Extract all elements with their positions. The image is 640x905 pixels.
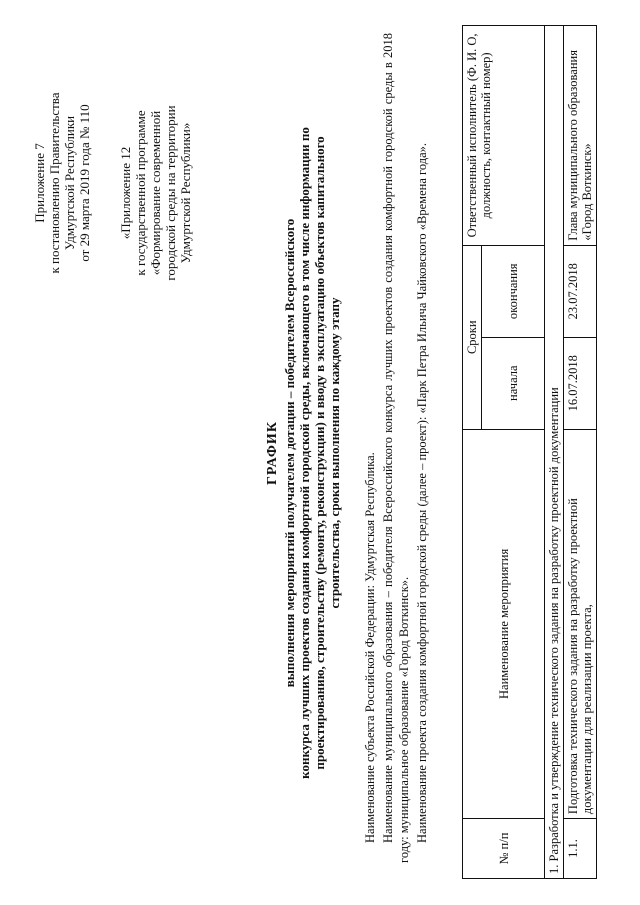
appendix-7-line4: от 29 марта 2019 года № 110 (77, 103, 92, 262)
appendix-12-line3: «Формирование современной (148, 110, 163, 275)
appendix-12-header (118, 43, 193, 343)
header-event: Наименование мероприятия (463, 429, 545, 818)
title-line2: конкурса лучших проектов создания комфортной городской среды, включающего в том числе информации по (297, 126, 312, 779)
document-page (10, 13, 630, 893)
section-row (545, 25, 564, 878)
row-responsible: Глава муниципального образования «Город Воткинск» (564, 25, 597, 245)
row-event: Подготовка технического задания на разработку проектной документации для реализации проекта, (564, 429, 597, 818)
title-line1: выполнения мероприятий получателем дотации – победителем Всероссийского (282, 218, 297, 687)
header-responsible: Ответственный исполнитель (Ф. И. О, должность, контактный номер) (463, 25, 545, 245)
row-end: 23.07.2018 (564, 245, 597, 337)
section-1-title: 1. Разработка и утверждение технического задания на разработку проектной документации (545, 25, 564, 878)
subject-paragraph: Наименование субъекта Российской Федерации: Удмуртская Республика. (363, 451, 377, 843)
appendix-12-line1: «Приложение 12 (118, 146, 133, 239)
appendix-7-line3: Удмуртской Республики (62, 115, 77, 250)
document-title (265, 53, 342, 853)
row-start: 16.07.2018 (564, 337, 597, 429)
schedule-table (462, 25, 597, 879)
title-line4: строительства, сроки выполнения по каждому этапу (327, 297, 342, 608)
appendix-7-line2: к постановлению Правительства (47, 91, 62, 274)
header-start: начала (482, 337, 545, 429)
row-num: 1.1. (564, 818, 597, 878)
appendix-7-line1: Приложение 7 (32, 142, 47, 223)
appendix-12-line5: Удмуртской Республики» (178, 122, 193, 263)
table-row (564, 25, 597, 878)
header-num: № п/п (463, 818, 545, 878)
title-heading: ГРАФИК (265, 420, 280, 485)
header-end: окончания (482, 245, 545, 337)
municipality-paragraph: Наименование муниципального образования – победителя Всероссийского конкурса лучших проектов создания комфортной городской среды в 2018 году: муниципальное образование «Город Воткинск». (381, 32, 411, 863)
header-terms: Сроки (463, 245, 482, 429)
table-header-row (463, 25, 482, 878)
appendix-7-header (32, 53, 92, 313)
title-line3: проектированию, строительству (ремонту, реконструкции) и вводу в эксплуатацию объектов капитального (312, 135, 327, 770)
project-paragraph: Наименование проекта создания комфортной городской среды (далее – проект): «Парк Петра Ильича Чайковского «Времена года». (415, 142, 429, 843)
appendix-12-line2: к государственной программе (133, 109, 148, 276)
appendix-12-line4: городской среды на территории (163, 104, 178, 281)
